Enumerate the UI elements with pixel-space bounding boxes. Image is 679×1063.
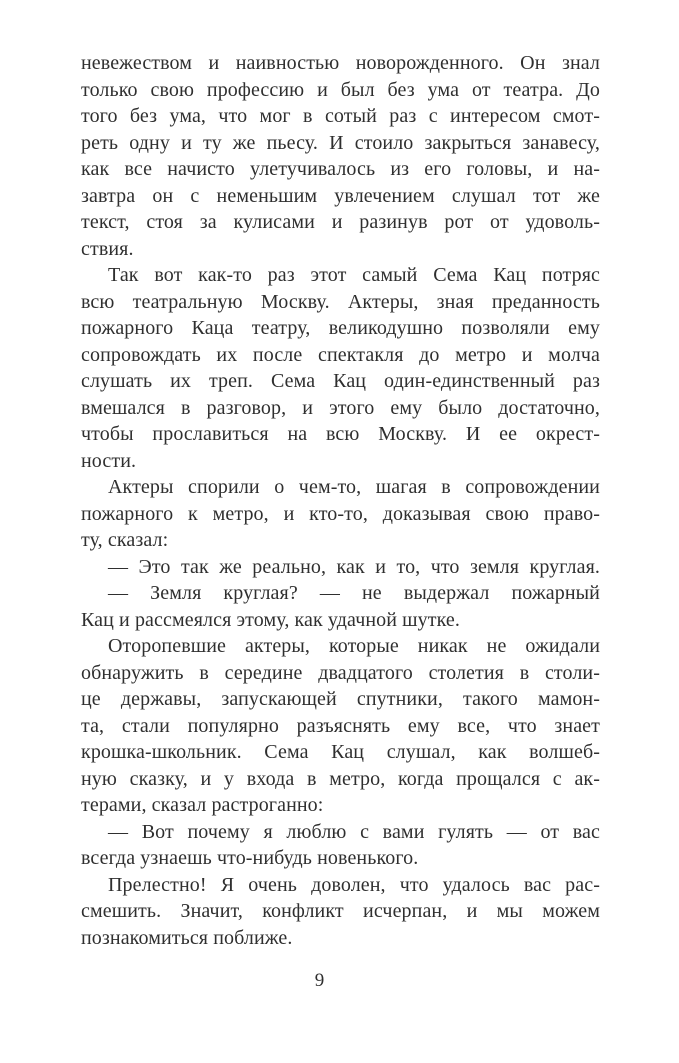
- text-line: — Земля круглая? — не выдержал пожарный: [108, 582, 600, 604]
- text-line: невежеством и наивностью новорожденного. Он знал: [81, 52, 600, 74]
- text-line: познакомиться поближе.: [81, 926, 293, 949]
- text-line: це державы, запускающей спутники, такого мамон-: [81, 688, 600, 710]
- text-line: реть одну и ту же пьесу. И стоило закрыться занавесу,: [81, 131, 600, 154]
- text-line: только свою профессию и был без ума от театра. До: [81, 78, 600, 101]
- page-number: 9: [314, 970, 325, 991]
- text-line: того без ума, что мог в сотый раз с интересом смот-: [81, 105, 600, 127]
- text-line: слушать их треп. Сема Кац один-единственный раз: [81, 370, 600, 392]
- text-line: завтра он с неменьшим увлечением слушал тот же: [81, 184, 600, 207]
- page-text: [81, 50, 600, 951]
- text-line: та, стали популярно разъяснять ему все, что знает: [81, 714, 600, 737]
- text-line: — Вот почему я люблю с вами гулять — от вас: [108, 820, 600, 843]
- text-line: ту, сказал:: [81, 529, 169, 551]
- text-line: вмешался в разговор, и этого ему было достаточно,: [81, 396, 600, 419]
- text-line: ствия.: [81, 237, 134, 260]
- text-line: — Это так же реально, как и то, что земля круглая.: [108, 555, 600, 578]
- text-line: смешить. Значит, конфликт исчерпан, и мы можем: [81, 900, 600, 922]
- text-line: всю театральную Москву. Актеры, зная преданность: [81, 290, 600, 313]
- text-line: сопровождать их после спектакля до метро и молча: [81, 343, 600, 366]
- text-line: терами, сказал растроганно:: [81, 794, 324, 816]
- text-line: обнаружить в середине двадцатого столетия в столи-: [81, 661, 600, 684]
- text-line: Прелестно! Я очень доволен, что удалось вас рас-: [108, 873, 600, 896]
- text-line: пожарного Каца театру, великодушно позволяли ему: [81, 317, 600, 339]
- text-line: Так вот как-то раз этот самый Сема Кац потряс: [108, 264, 600, 286]
- text-line: Оторопевшие актеры, которые никак не ожидали: [108, 635, 600, 657]
- text-line: чтобы прославиться на всю Москву. И ее окрест-: [81, 423, 600, 445]
- text-line: текст, стоя за кулисами и разинув рот от удоволь-: [81, 211, 600, 233]
- text-line: всегда узнаешь что-нибудь новенького.: [81, 847, 419, 869]
- text-line: крошка-школьник. Сема Кац слушал, как волшеб-: [81, 741, 600, 763]
- text-line: пожарного к метро, и кто-то, доказывая свою право-: [81, 502, 600, 525]
- text-line: ности.: [81, 449, 137, 472]
- text-line: Кац и рассмеялся этому, как удачной шутке.: [81, 608, 461, 631]
- text-line: Актеры спорили о чем-то, шагая в сопровождении: [108, 476, 600, 498]
- text-line: ную сказку, и у входа в метро, когда прощался с ак-: [81, 767, 600, 790]
- text-line: как все начисто улетучивалось из его головы, и на-: [81, 158, 600, 180]
